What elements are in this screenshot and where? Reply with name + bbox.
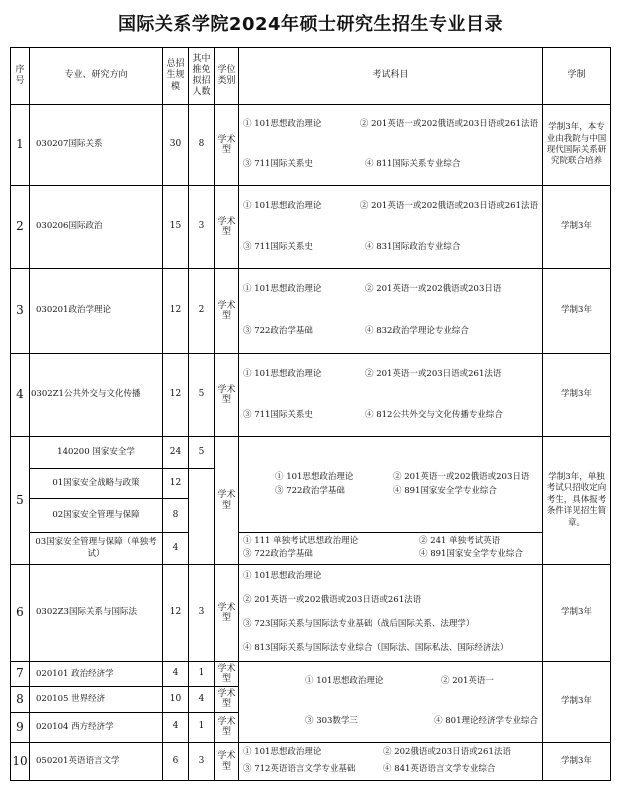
degree-type: 学术型 xyxy=(215,269,239,354)
exam-item: ① 111 单独考试思想政治理论 xyxy=(243,536,359,547)
table-row xyxy=(11,437,611,469)
row-number: 9 xyxy=(11,712,30,742)
exam-item: ③ 712英语语言文学专业基础 xyxy=(243,764,356,775)
tuimian-quota: 4 xyxy=(189,687,215,712)
table-row xyxy=(11,533,611,565)
exam-item: ① 101思想政治理论 xyxy=(243,368,322,379)
major-name: 0302Z3国际关系与国际法 xyxy=(30,565,163,662)
exam-item: ① 101思想政治理论 xyxy=(243,284,322,295)
header-xuhao: 序号 xyxy=(11,48,30,105)
major-name: 030206国际政治 xyxy=(30,186,163,269)
table-row xyxy=(11,105,611,186)
tuimian-quota: 3 xyxy=(189,743,215,781)
exam-subjects-single xyxy=(239,533,543,565)
degree-type: 学术型 xyxy=(215,662,239,687)
table-row xyxy=(11,269,611,354)
degree-type: 学术型 xyxy=(215,437,239,565)
row-number: 4 xyxy=(11,354,30,437)
row-number: 6 xyxy=(11,565,30,662)
exam-item: ① 101思想政治理论 xyxy=(243,571,322,582)
study-length: 学制3年，单独考试只招收定向考生，具体报考条件详见招生简章。 xyxy=(543,437,611,565)
exam-item: ② 202俄语或203日语或261法语 xyxy=(383,747,511,758)
header-tuimian: 其中推免拟招人数 xyxy=(189,48,215,105)
exam-subjects xyxy=(239,662,543,743)
major-name: 030201政治学理论 xyxy=(30,269,163,354)
tuimian-quota: 5 xyxy=(189,354,215,437)
exam-item: ③ 711国际关系史 xyxy=(243,241,313,252)
major-name: 0302Z1公共外交与文化传播 xyxy=(30,354,163,437)
exam-item: ① 101思想政治理论 xyxy=(305,676,384,687)
total-quota: 4 xyxy=(163,533,189,565)
row-number: 3 xyxy=(11,269,30,354)
exam-item: ③ 722政治学基础 xyxy=(275,485,345,496)
header-type: 学位类别 xyxy=(215,48,239,105)
major-name: 020104 西方经济学 xyxy=(30,712,163,742)
total-quota: 8 xyxy=(163,499,189,533)
degree-type: 学术型 xyxy=(215,687,239,712)
exam-item: ④ 841英语语言文学专业综合 xyxy=(383,764,496,775)
table-row xyxy=(11,662,611,687)
study-length: 学制3年 xyxy=(543,662,611,743)
exam-item: ④ 831国际政治专业综合 xyxy=(365,241,461,252)
tuimian-quota: 2 xyxy=(189,269,215,354)
study-length: 学制3年 xyxy=(543,743,611,781)
header-exams: 考试科目 xyxy=(239,48,543,105)
total-quota: 4 xyxy=(163,712,189,742)
exam-item: ③ 711国际关系史 xyxy=(243,159,313,170)
total-quota: 12 xyxy=(163,565,189,662)
exam-item: ③ 722政治学基础 xyxy=(243,549,313,560)
header-total: 总招生规模 xyxy=(163,48,189,105)
page-title: 国际关系学院2024年硕士研究生招生专业目录 xyxy=(117,14,504,35)
total-quota: 12 xyxy=(163,469,189,499)
header-major: 专业、研究方向 xyxy=(30,48,163,105)
row-number: 7 xyxy=(11,662,30,687)
total-quota: 15 xyxy=(163,186,189,269)
study-length: 学制3年 xyxy=(543,269,611,354)
major-direction: 03国家安全管理与保障（单独考试） xyxy=(30,533,163,565)
table-row xyxy=(11,743,611,781)
major-name: 020105 世界经济 xyxy=(30,687,163,712)
exam-subjects xyxy=(239,437,543,533)
table-row xyxy=(11,186,611,269)
table-header-row xyxy=(11,48,611,105)
row-number: 2 xyxy=(11,186,30,269)
study-length: 学制3年 xyxy=(543,186,611,269)
exam-item: ② 201英语一或203日语或261法语 xyxy=(365,368,502,379)
row-number: 10 xyxy=(11,743,30,781)
degree-type: 学术型 xyxy=(215,354,239,437)
major-direction: 02国家安全管理与保障 xyxy=(30,499,163,533)
exam-item: ② 201英语一 xyxy=(441,676,494,687)
exam-item: ④ 832政治学理论专业综合 xyxy=(365,326,469,337)
study-length: 学制3年 xyxy=(543,565,611,662)
total-quota: 10 xyxy=(163,687,189,712)
exam-item: ② 201英语一或202俄语或203日语或261法语 xyxy=(243,595,422,606)
degree-type: 学术型 xyxy=(215,565,239,662)
exam-item: ④ 813国际关系与国际法专业综合（国际法、国际私法、国际经济法） xyxy=(243,643,509,654)
exam-item: ② 241 单独考试英语 xyxy=(419,536,501,547)
total-quota: 30 xyxy=(163,105,189,186)
exam-subjects xyxy=(239,269,543,354)
degree-type: 学术型 xyxy=(215,186,239,269)
exam-subjects xyxy=(239,565,543,662)
exam-item: ② 201英语一或202俄语或203日语 xyxy=(393,471,530,482)
study-length: 学制3年，本专业由我院与中国现代国际关系研究院联合培养 xyxy=(543,105,611,186)
total-quota: 12 xyxy=(163,354,189,437)
exam-item: ③ 722政治学基础 xyxy=(243,326,313,337)
table-row xyxy=(11,354,611,437)
exam-item: ③ 303数学三 xyxy=(305,716,358,727)
exam-item: ③ 723国际关系与国际法专业基础（战后国际关系、法理学） xyxy=(243,619,475,630)
exam-subjects xyxy=(239,186,543,269)
exam-item: ② 201英语一或202俄语或203日语 xyxy=(365,284,502,295)
exam-item: ③ 711国际关系史 xyxy=(243,409,313,420)
degree-type: 学术型 xyxy=(215,743,239,781)
tuimian-quota: 3 xyxy=(189,565,215,662)
exam-item: ④ 801理论经济学专业综合 xyxy=(434,716,538,727)
row-number: 1 xyxy=(11,105,30,186)
tuimian-quota: 1 xyxy=(189,712,215,742)
exam-item: ① 101思想政治理论 xyxy=(243,747,322,758)
row-number: 5 xyxy=(11,437,30,565)
tuimian-quota: 3 xyxy=(189,186,215,269)
total-quota: 4 xyxy=(163,662,189,687)
tuimian-quota: 1 xyxy=(189,662,215,687)
major-catalog-table xyxy=(10,47,611,781)
major-name: 050201英语语言文学 xyxy=(30,743,163,781)
total-quota: 12 xyxy=(163,269,189,354)
header-xuezhi: 学制 xyxy=(543,48,611,105)
row-number: 8 xyxy=(11,687,30,712)
exam-item: ① 101思想政治理论 xyxy=(275,471,354,482)
total-quota: 24 xyxy=(163,437,189,469)
tuimian-quota: 5 xyxy=(189,437,215,469)
tuimian-quota: 8 xyxy=(189,105,215,186)
exam-item: ④ 891国家安全学专业综合 xyxy=(419,549,523,560)
major-direction: 01国家安全战略与政策 xyxy=(30,469,163,499)
table-row xyxy=(11,565,611,662)
major-name: 140200 国家安全学 xyxy=(30,437,163,469)
exam-subjects xyxy=(239,105,543,186)
exam-subjects xyxy=(239,743,543,781)
tuimian-quota-empty xyxy=(189,469,215,565)
exam-item: ① 101思想政治理论 xyxy=(243,200,322,211)
exam-item: ④ 812公共外交与文化传播专业综合 xyxy=(365,409,503,420)
major-name: 020101 政治经济学 xyxy=(30,662,163,687)
exam-subjects xyxy=(239,354,543,437)
study-length: 学制3年 xyxy=(543,354,611,437)
degree-type: 学术型 xyxy=(215,105,239,186)
total-quota: 6 xyxy=(163,743,189,781)
major-name: 030207国际关系 xyxy=(30,105,163,186)
exam-item: ② 201英语一或202俄语或203日语或261法语 xyxy=(359,119,538,130)
degree-type: 学术型 xyxy=(215,712,239,742)
exam-item: ④ 891国家安全学专业综合 xyxy=(393,485,497,496)
exam-item: ① 101思想政治理论 xyxy=(243,119,322,130)
exam-item: ② 201英语一或202俄语或203日语或261法语 xyxy=(359,200,538,211)
exam-item: ④ 811国际关系专业综合 xyxy=(365,159,461,170)
